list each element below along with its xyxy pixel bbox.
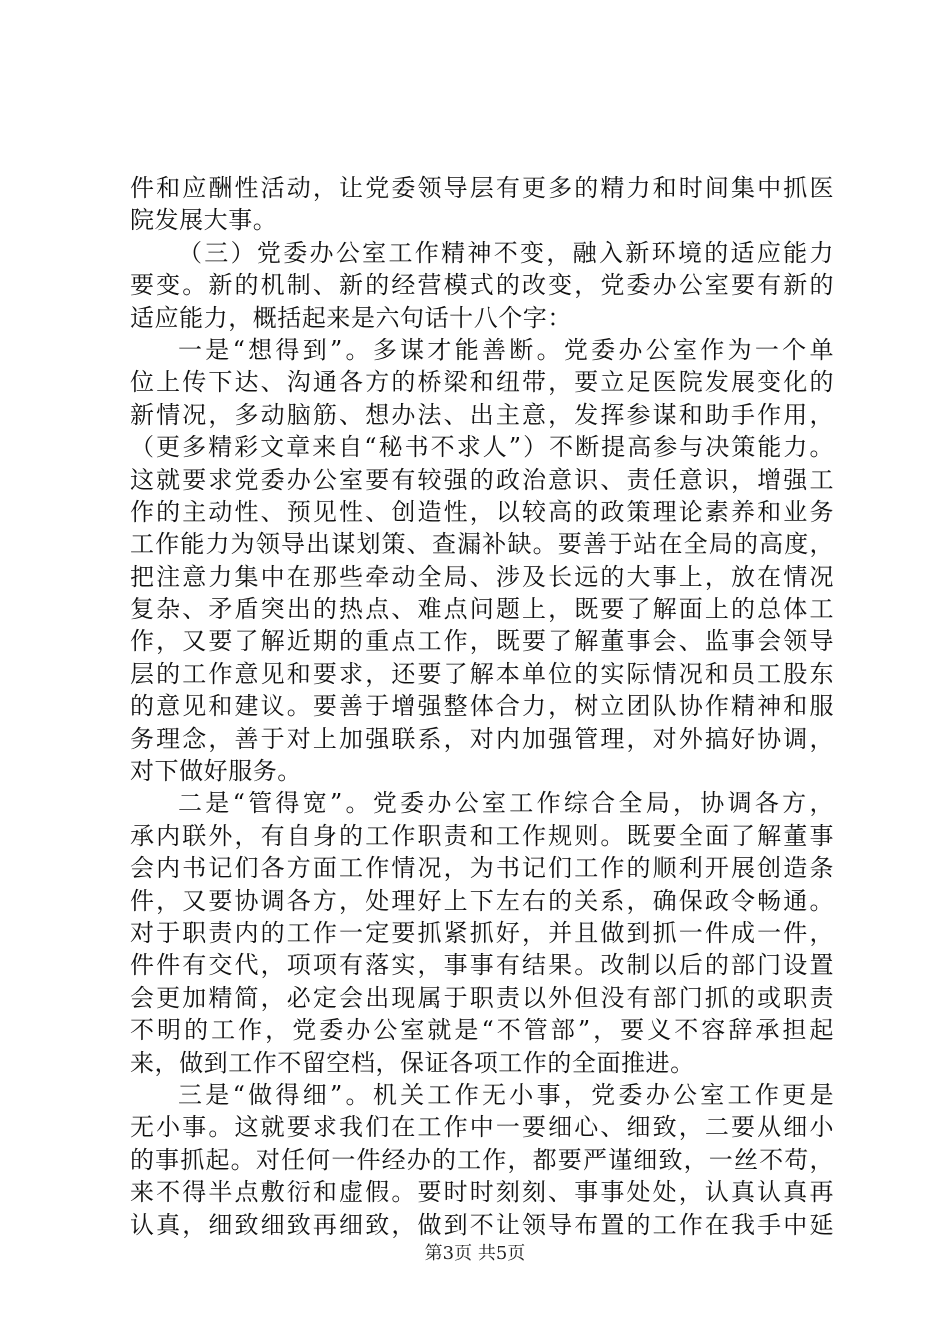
paragraph-first-line: 二是“管得宽”。党委办公室工作综合全局，协调各方， xyxy=(178,789,834,818)
text-line: 认真，细致细致再细致，做到不让领导布置的工作在我手中延 xyxy=(130,1210,834,1239)
text-line: 位上传下达、沟通各方的桥梁和纽带，要立足医院发展变化的 xyxy=(130,368,834,397)
paragraph-first-line: 一是“想得到”。多谋才能善断。党委办公室作为一个单 xyxy=(178,335,834,364)
page-number-footer: 第3页 共5页 xyxy=(424,1243,526,1264)
text-line: 作，又要了解近期的重点工作，既要了解董事会、监事会领导 xyxy=(130,627,834,656)
text-line: 件和应酬性活动，让党委领导层有更多的精力和时间集中抓医 xyxy=(130,174,834,202)
text-line: 的意见和建议。要善于增强整体合力，树立团队协作精神和服 xyxy=(130,692,834,721)
text-line: 会内书记们各方面工作情况，为书记们工作的顺利开展创造条 xyxy=(130,854,834,883)
text-line: 不明的工作，党委办公室就是“不管部”，要义不容辞承担起 xyxy=(130,1016,834,1045)
text-line: 承内联外，有自身的工作职责和工作规则。既要全面了解董事 xyxy=(130,821,834,850)
text-line: 把注意力集中在那些牵动全局、涉及长远的大事上，放在情况 xyxy=(130,562,834,591)
text-line: 务理念，善于对上加强联系，对内加强管理，对外搞好协调， xyxy=(130,724,834,753)
text-line: 件件有交代，项项有落实，事事有结果。改制以后的部门设置 xyxy=(130,951,834,980)
paragraph-first-line: 三是“做得细”。机关工作无小事，党委办公室工作更是 xyxy=(178,1080,834,1109)
text-line: 会更加精简，必定会出现属于职责以外但没有部门抓的或职责 xyxy=(130,983,834,1012)
text-line: （更多精彩文章来自“秘书不求人”）不断提高参与决策能力。 xyxy=(130,433,834,462)
text-line: 对于职责内的工作一定要抓紧抓好，并且做到抓一件成一件， xyxy=(130,918,834,947)
text-line: 来不得半点敷衍和虚假。要时时刻刻、事事处处，认真认真再 xyxy=(130,1178,834,1207)
document-body xyxy=(130,172,834,1241)
text-line: 这就要求党委办公室要有较强的政治意识、责任意识，增强工 xyxy=(130,465,834,494)
text-line: 无小事。这就要求我们在工作中一要细心、细致，二要从细小 xyxy=(130,1113,834,1142)
text-line: 复杂、矛盾突出的热点、难点问题上，既要了解面上的总体工 xyxy=(130,595,834,624)
text-line: 适应能力，概括起来是六句话十八个字： xyxy=(130,303,572,332)
text-line: 作的主动性、预见性、创造性，以较高的政策理论素养和业务 xyxy=(130,497,834,526)
paragraph-first-line: （三）党委办公室工作精神不变，融入新环境的适应能力 xyxy=(178,238,834,267)
text-line: 要变。新的机制、新的经营模式的改变，党委办公室要有新的 xyxy=(130,271,834,300)
text-line: 来，做到工作不留空档，保证各项工作的全面推进。 xyxy=(130,1048,695,1077)
text-line: 工作能力为领导出谋划策、查漏补缺。要善于站在全局的高度， xyxy=(130,530,834,559)
text-line: 的事抓起。对任何一件经办的工作，都要严谨细致，一丝不苟， xyxy=(130,1145,834,1174)
text-line: 层的工作意见和要求，还要了解本单位的实际情况和员工股东 xyxy=(130,659,834,688)
text-line: 对下做好服务。 xyxy=(130,757,302,786)
text-line: 院发展大事。 xyxy=(130,206,278,235)
text-line: 件，又要协调各方，处理好上下左右的关系，确保政令畅通。 xyxy=(130,886,834,915)
text-line: 新情况，多动脑筋、想办法、出主意，发挥参谋和助手作用， xyxy=(130,400,834,429)
